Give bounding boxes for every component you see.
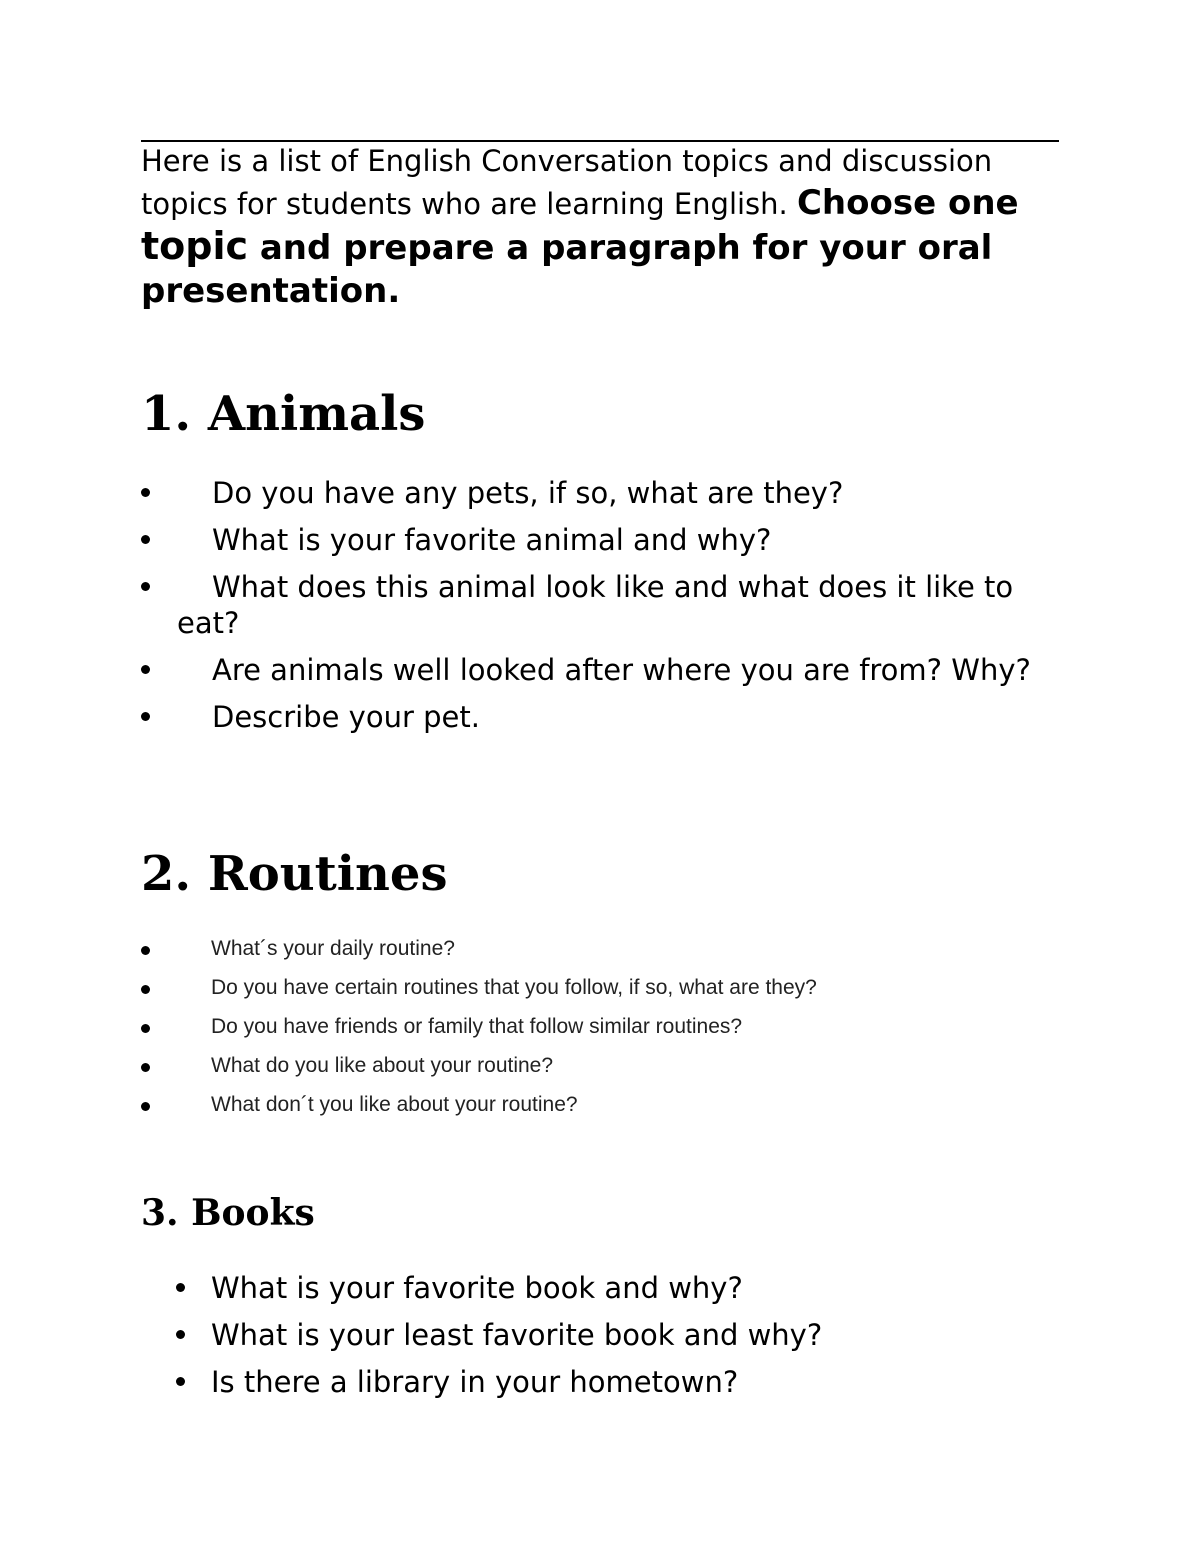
- section-title-books: 3. Books: [141, 1192, 315, 1234]
- list-item-text: What is your least favorite book and why?: [211, 1318, 823, 1352]
- bullet-icon: [176, 1283, 185, 1292]
- list-item: [141, 1090, 1041, 1120]
- bullet-icon: [141, 665, 150, 674]
- bullet-icon: [141, 1024, 150, 1033]
- list-item: [141, 973, 1041, 1003]
- list-item: [176, 1364, 1076, 1400]
- list-item: [141, 699, 1061, 735]
- books-question-list: [176, 1270, 1076, 1411]
- list-item-text: What´s your daily routine?: [211, 937, 455, 960]
- bullet-icon: [141, 1102, 150, 1111]
- list-item: [141, 652, 1061, 688]
- bullet-icon: [141, 712, 150, 721]
- list-item-text: Is there a library in your hometown?: [211, 1365, 739, 1399]
- bullet-icon: [141, 985, 150, 994]
- bullet-icon: [141, 582, 150, 591]
- list-item: [141, 934, 1041, 964]
- bullet-icon: [141, 535, 150, 544]
- list-item-text: What don´t you like about your routine?: [211, 1093, 578, 1116]
- bullet-icon: [176, 1330, 185, 1339]
- list-item: [141, 569, 1061, 641]
- intro-instruction-topic: topic: [141, 224, 249, 268]
- list-item-text: Describe your pet.: [212, 700, 480, 734]
- section-title-routines: 2. Routines: [141, 846, 448, 902]
- list-item: [141, 1051, 1041, 1081]
- list-item: [141, 475, 1061, 511]
- animals-question-list: [141, 475, 1061, 746]
- list-item: [176, 1317, 1076, 1353]
- list-item-text: What is your favorite animal and why?: [212, 523, 772, 557]
- list-item: [176, 1270, 1076, 1306]
- list-item: [141, 522, 1061, 558]
- list-item-text: Do you have any pets, if so, what are they?: [212, 476, 844, 510]
- bullet-icon: [141, 946, 150, 955]
- intro-instruction-end: and prepare a paragraph for your oral presentation.: [141, 228, 993, 311]
- intro-instruction-start: Choose one: [796, 183, 1019, 223]
- routines-question-list: [141, 934, 1041, 1129]
- list-item-text: Do you have friends or family that follow similar routines?: [211, 1015, 743, 1038]
- list-item-text: What is your favorite book and why?: [211, 1271, 743, 1305]
- list-item-text: Are animals well looked after where you are from? Why?: [212, 653, 1031, 687]
- bullet-icon: [141, 1063, 150, 1072]
- bullet-icon: [176, 1377, 185, 1386]
- list-item-text: Do you have certain routines that you follow, if so, what are they?: [211, 976, 817, 999]
- section-title-animals: 1. Animals: [141, 386, 426, 442]
- intro-paragraph: [141, 140, 1071, 313]
- intro-plain-text: Here is a list of English Conversation topics and discussion topics for students who are learning English.: [141, 144, 993, 221]
- bullet-icon: [141, 488, 150, 497]
- list-item-text: What do you like about your routine?: [211, 1054, 554, 1077]
- list-item: [141, 1012, 1041, 1042]
- list-item-text: What does this animal look like and what does it like to eat?: [177, 570, 1014, 640]
